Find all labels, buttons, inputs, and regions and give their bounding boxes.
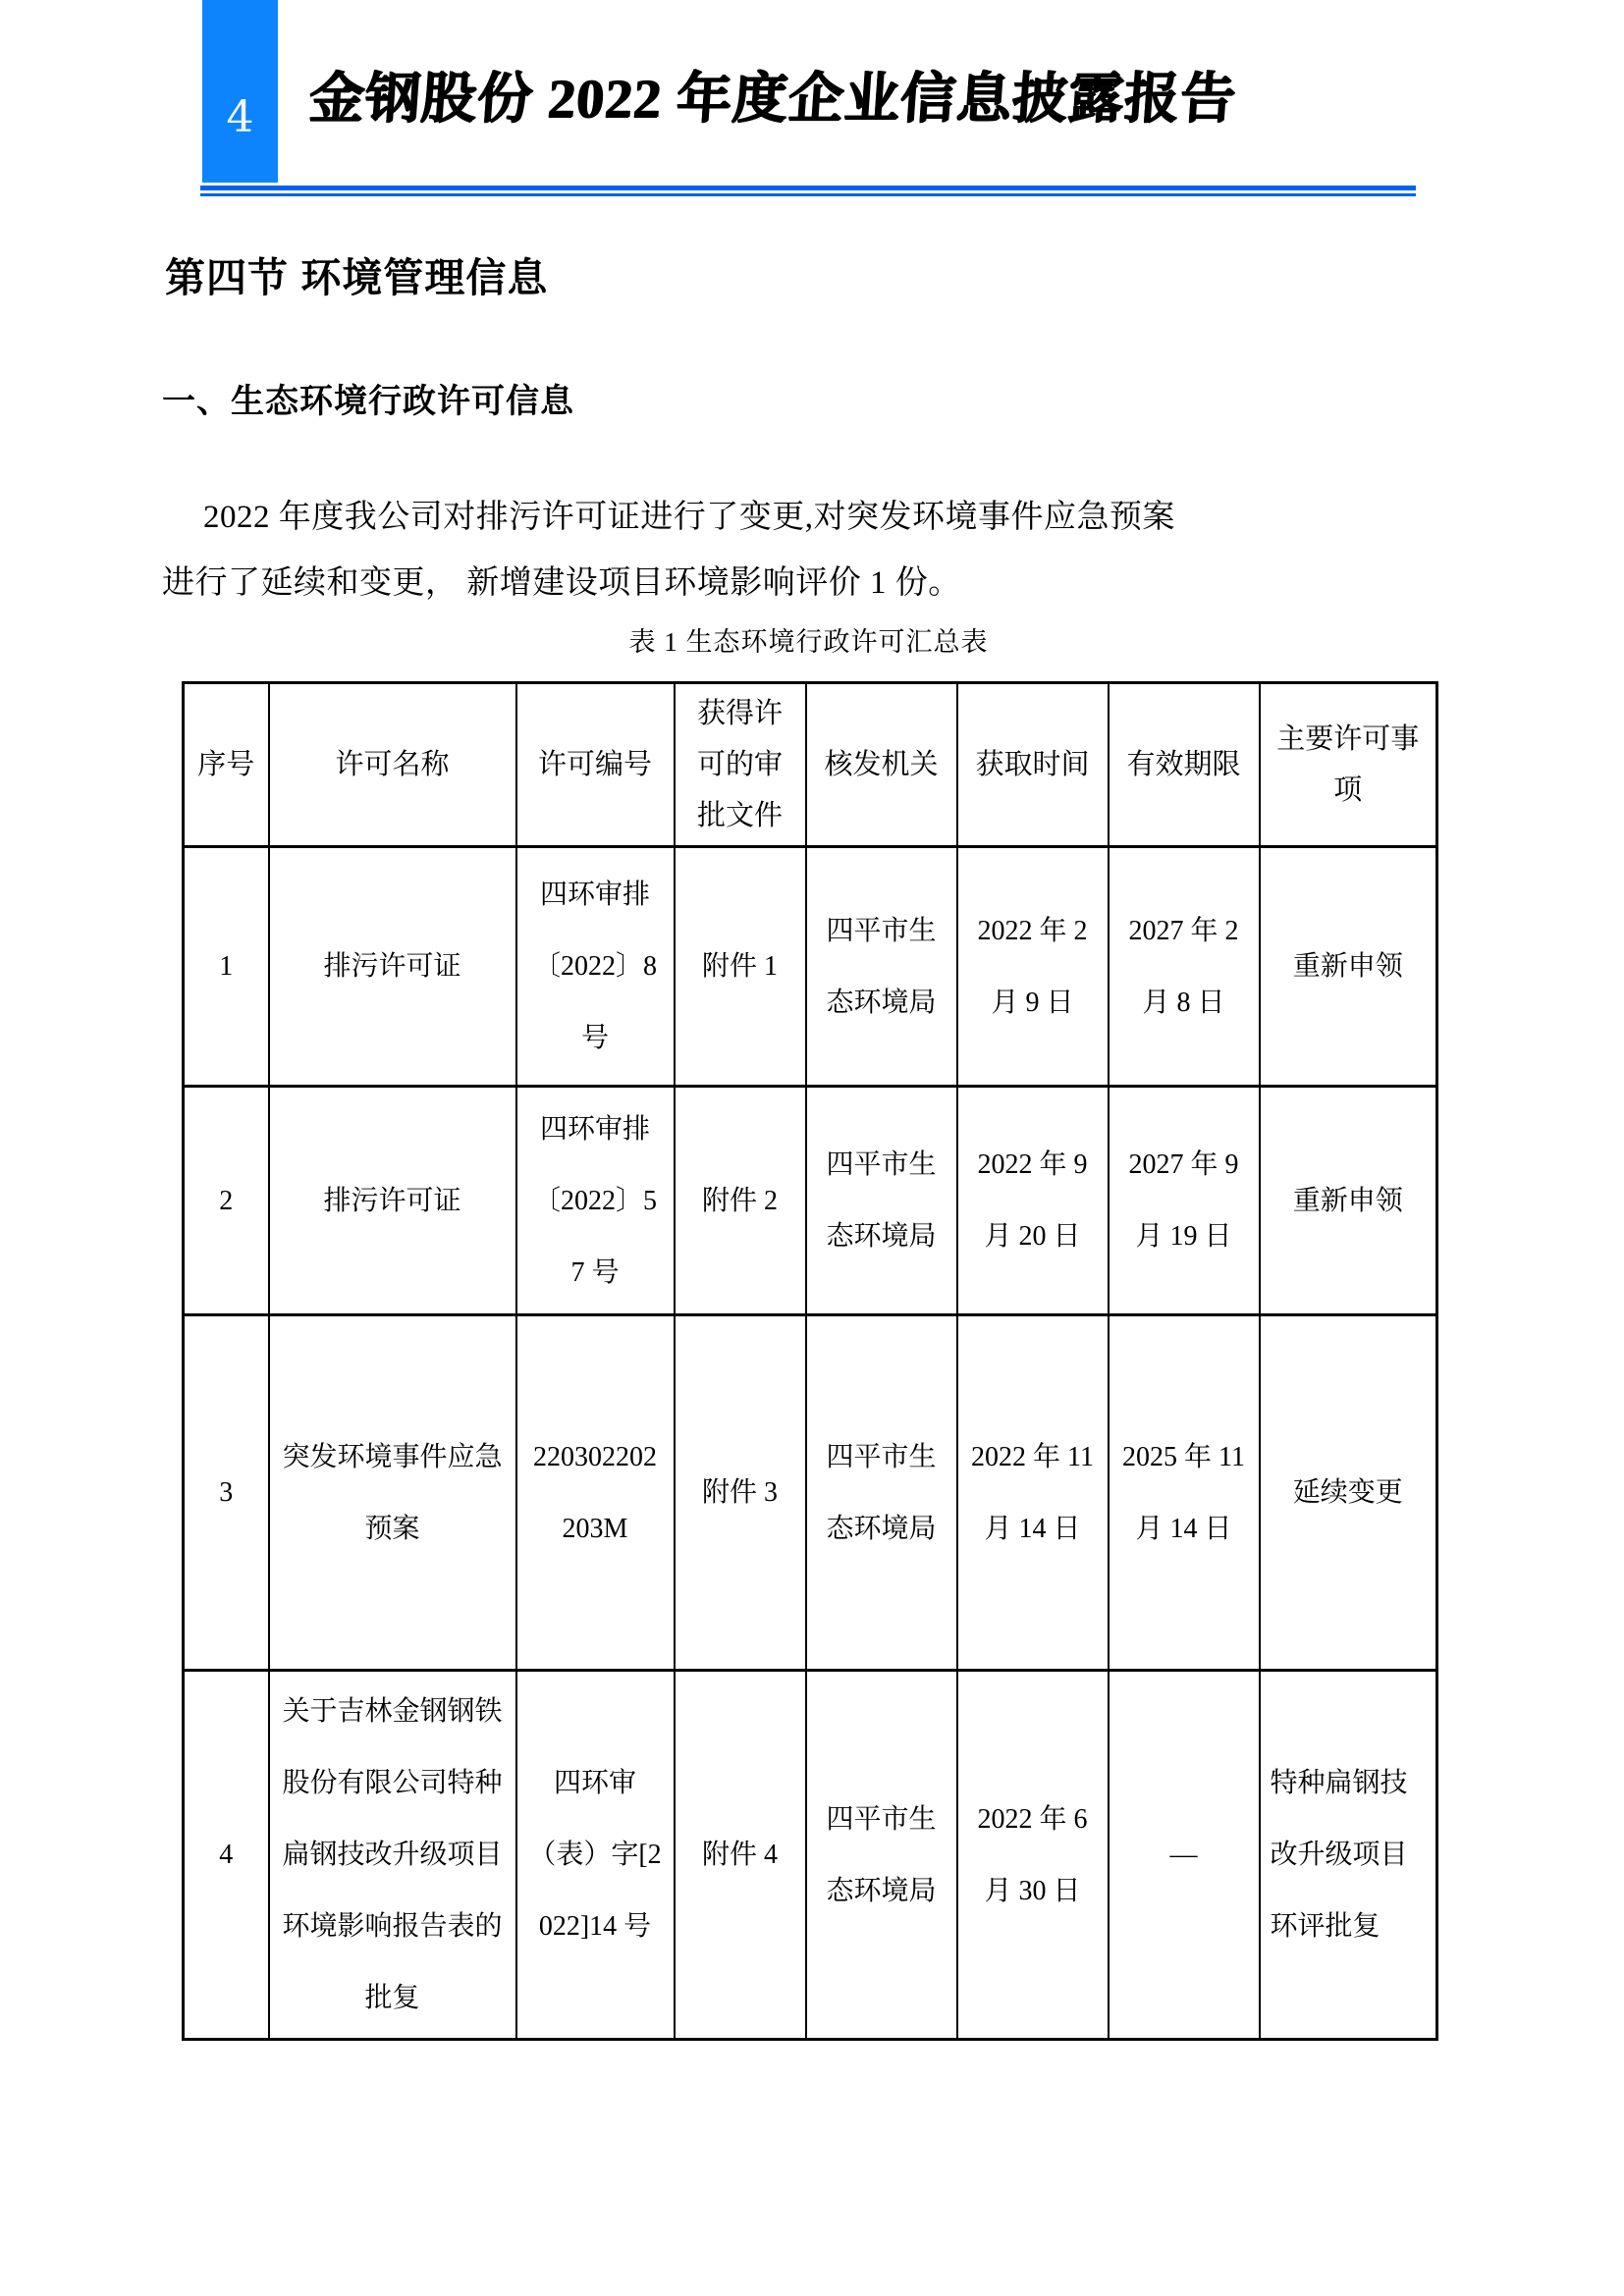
page-number-box [202,0,278,183]
cell-main-items: 延续变更 [1260,1315,1437,1671]
table-caption: 表 1 生态环境行政许可汇总表 [628,627,989,657]
cell-approval-doc: 附件 4 [675,1671,806,2040]
cell-seq: 2 [184,1087,269,1315]
cell-issuing-authority: 四平市生态环境局 [806,847,957,1087]
column-header-obtain-date: 获取时间 [957,683,1109,847]
document-title: 金钢股份 2022 年度企业信息披露报告 [306,69,1238,130]
cell-main-items: 重新申领 [1260,847,1437,1087]
page-number: 4 [226,91,254,142]
cell-approval-doc: 附件 1 [675,847,806,1087]
cell-permit-number: 四环审排〔2022〕8 号 [516,847,675,1087]
cell-permit-name: 排污许可证 [269,847,516,1087]
column-header-permit-number: 许可编号 [516,683,675,847]
intro-line-2: 进行了延续和变更， 新增建设项目环境影响评价 1 份。 [162,565,961,601]
cell-permit-number: 四环审排〔2022〕57 号 [516,1087,675,1315]
column-header-approval-doc: 获得许可的审批文件 [675,683,806,847]
cell-approval-doc: 附件 3 [675,1315,806,1671]
cell-issuing-authority: 四平市生态环境局 [806,1671,957,2040]
cell-obtain-date: 2022 年 6 月 30 日 [957,1671,1109,2040]
section-title: 第四节 环境管理信息 [165,255,549,300]
cell-validity: — [1109,1671,1260,2040]
cell-approval-doc: 附件 2 [675,1087,806,1315]
cell-seq: 1 [184,847,269,1087]
cell-permit-number: 四环审（表）字[2022]14 号 [516,1671,675,2040]
cell-main-items: 特种扁钢技改升级项目环评批复 [1260,1671,1437,2040]
table-row [184,1671,1437,2040]
permits-table [182,681,1438,2041]
subsection-title: 一、生态环境行政许可信息 [162,383,574,420]
table-row [184,847,1437,1087]
cell-issuing-authority: 四平市生态环境局 [806,1315,957,1671]
column-header-issuing-authority: 核发机关 [806,683,957,847]
cell-permit-name: 排污许可证 [269,1087,516,1315]
cell-main-items: 重新申领 [1260,1087,1437,1315]
column-header-main-items: 主要许可事项 [1260,683,1437,847]
cell-obtain-date: 2022 年 9 月 20 日 [957,1087,1109,1315]
intro-line-1: 2022 年度我公司对排污许可证进行了变更,对突发环境事件应急预案 [203,500,1175,535]
column-header-validity: 有效期限 [1109,683,1260,847]
cell-seq: 3 [184,1315,269,1671]
cell-obtain-date: 2022 年 11 月 14 日 [957,1315,1109,1671]
cell-seq: 4 [184,1671,269,2040]
cell-obtain-date: 2022 年 2 月 9 日 [957,847,1109,1087]
table-header-row [184,683,1437,847]
cell-permit-name: 突发环境事件应急预案 [269,1315,516,1671]
table-row [184,1087,1437,1315]
cell-validity: 2027 年 2 月 8 日 [1109,847,1260,1087]
cell-issuing-authority: 四平市生态环境局 [806,1087,957,1315]
table-row [184,1315,1437,1671]
cell-validity: 2025 年 11 月 14 日 [1109,1315,1260,1671]
cell-validity: 2027 年 9 月 19 日 [1109,1087,1260,1315]
column-header-seq: 序号 [184,683,269,847]
column-header-permit-name: 许可名称 [269,683,516,847]
header-divider [200,186,1416,196]
header-divider-thin-line [200,193,1416,196]
cell-permit-number: 220302202203M [516,1315,675,1671]
intro-paragraph [162,485,1470,616]
cell-permit-name: 关于吉林金钢钢铁股份有限公司特种扁钢技改升级项目环境影响报告表的批复 [269,1671,516,2040]
